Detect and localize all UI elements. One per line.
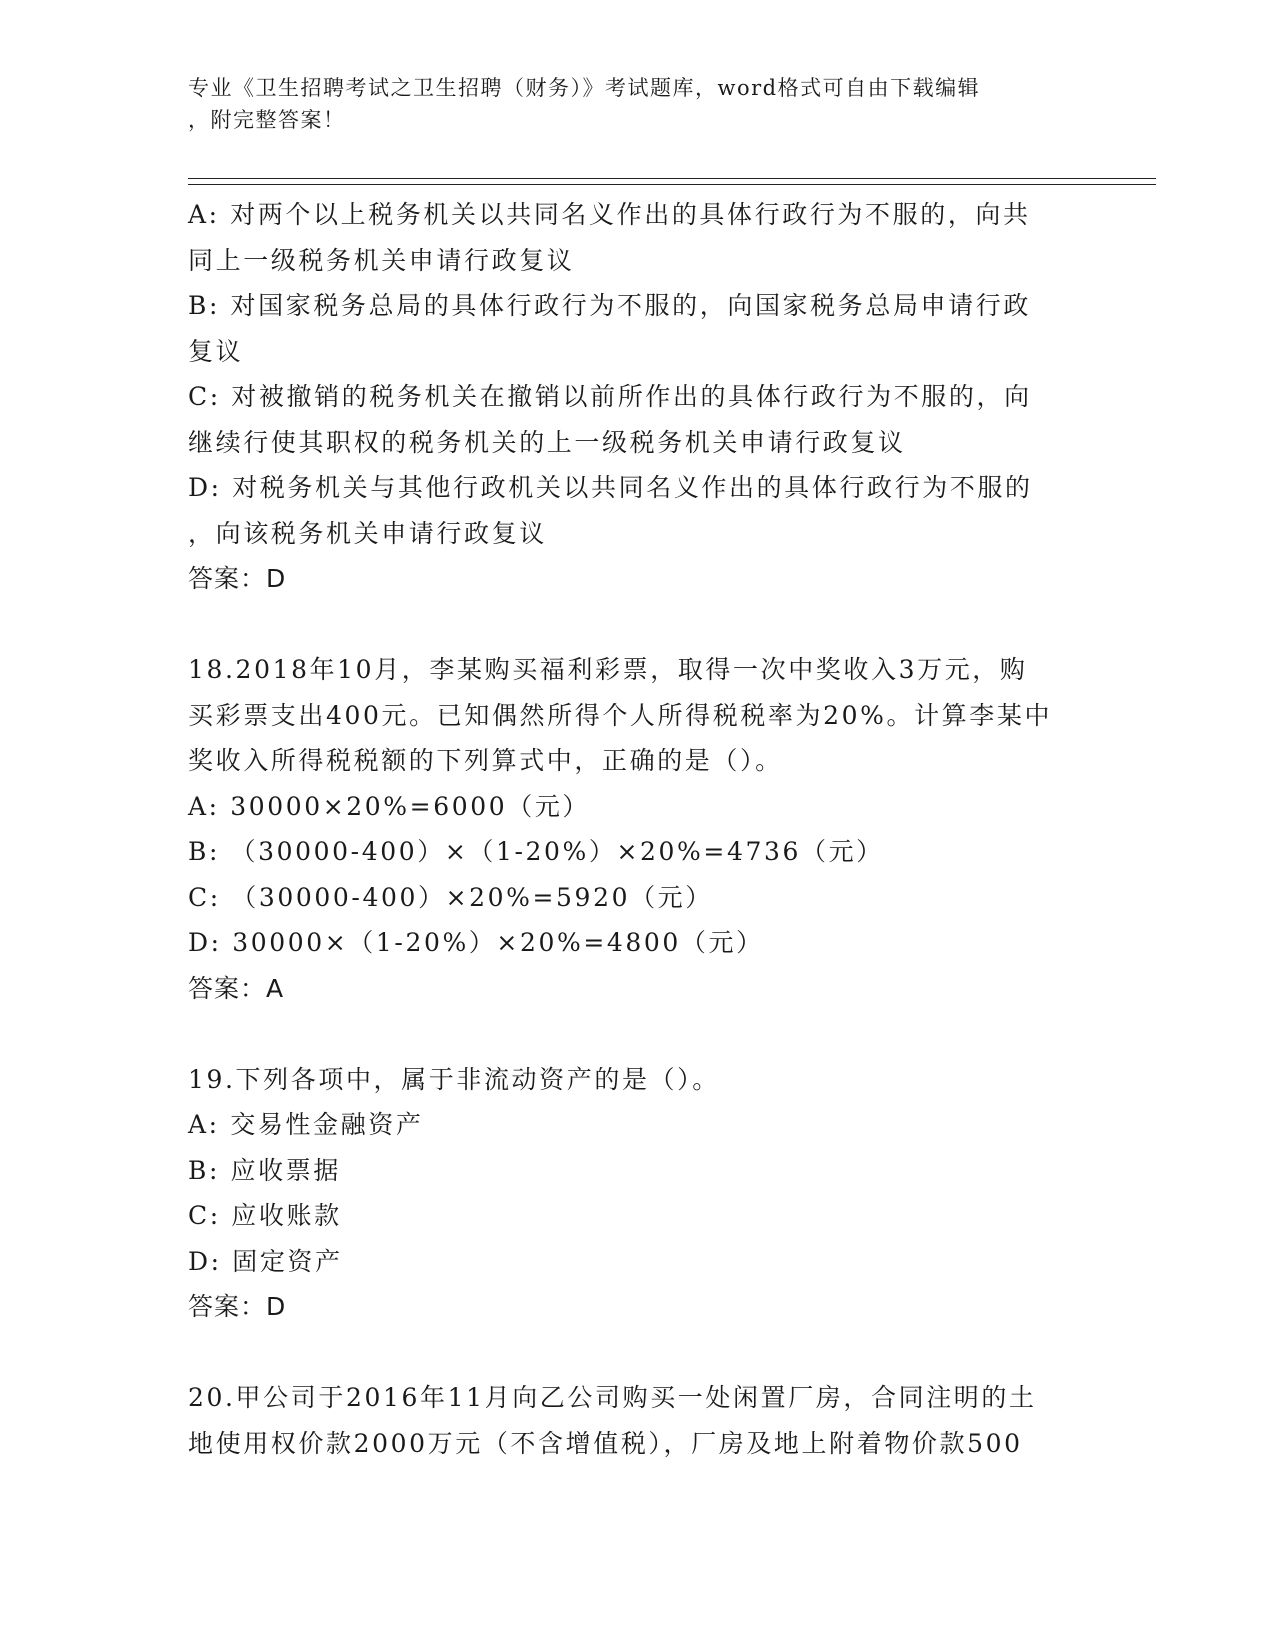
- answer-label: 答案：D: [188, 1292, 287, 1321]
- answer-label: 答案：A: [188, 973, 285, 1003]
- header-divider-bottom: [188, 184, 1156, 185]
- option-b: B: 应收票据: [188, 1155, 341, 1185]
- option-d: D: 固定资产: [188, 1246, 343, 1276]
- question-20: [188, 1375, 1078, 1466]
- option-a: A: 30000×20%=6000（元）: [188, 791, 591, 821]
- option-a-line-1: A: 对两个以上税务机关以共同名义作出的具体行政行为不服的，向共: [188, 200, 1031, 229]
- option-d-line-2: ，向该税务机关申请行政复议: [188, 518, 547, 548]
- answer-label: 答案：D: [188, 564, 287, 593]
- header-line-2: ，附完整答案！: [188, 108, 346, 132]
- spacer: [188, 602, 1078, 648]
- option-d-line-1: D: 对税务机关与其他行政机关以共同名义作出的具体行政行为不服的: [188, 473, 1033, 502]
- question-stem-line-3: 奖收入所得税税额的下列算式中，正确的是（）。: [188, 746, 783, 775]
- option-a-line-2: 同上一级税务机关申请行政复议: [188, 245, 575, 275]
- option-a: A: 交易性金融资产: [188, 1110, 424, 1139]
- question-stem-line-2: 买彩票支出400元。已知偶然所得个人所得税税率为20%。计算李某中: [188, 700, 1053, 730]
- spacer: [188, 1330, 1078, 1376]
- question-stem: 19.下列各项中，属于非流动资产的是（）。: [188, 1064, 720, 1094]
- option-c: C: 应收账款: [188, 1201, 342, 1230]
- header-divider-top: [188, 178, 1156, 179]
- question-18: [188, 647, 1078, 1011]
- question-stem-line-2: 地使用权价款2000万元（不含增值税），厂房及地上附着物价款500: [188, 1428, 1023, 1458]
- question-list: [188, 192, 1078, 1466]
- question-19: [188, 1057, 1078, 1330]
- spacer: [188, 1011, 1078, 1057]
- option-b: B: （30000-400）×（1-20%）×20%=4736（元）: [188, 837, 884, 866]
- header-line-1: 专业《卫生招聘考试之卫生招聘（财务）》考试题库，word格式可自由下载编辑: [188, 76, 981, 100]
- option-c: C: （30000-400）×20%=5920（元）: [188, 882, 713, 912]
- option-b-line-2: 复议: [188, 336, 244, 366]
- document-header: [188, 72, 1088, 136]
- option-b-line-1: B: 对国家税务总局的具体行政行为不服的，向国家税务总局申请行政: [188, 291, 1031, 320]
- question-stem-line-1: 20.甲公司于2016年11月向乙公司购买一处闲置厂房，合同注明的土: [188, 1383, 1037, 1412]
- question-stem-line-1: 18.2018年10月，李某购买福利彩票，取得一次中奖收入3万元，购: [188, 655, 1028, 684]
- option-c-line-2: 继续行使其职权的税务机关的上一级税务机关申请行政复议: [188, 427, 906, 457]
- question-17-options: [188, 192, 1078, 602]
- option-c-line-1: C: 对被撤销的税务机关在撤销以前所作出的具体行政行为不服的，向: [188, 382, 1032, 411]
- option-d: D: 30000×（1-20%）×20%=4800（元）: [188, 928, 764, 957]
